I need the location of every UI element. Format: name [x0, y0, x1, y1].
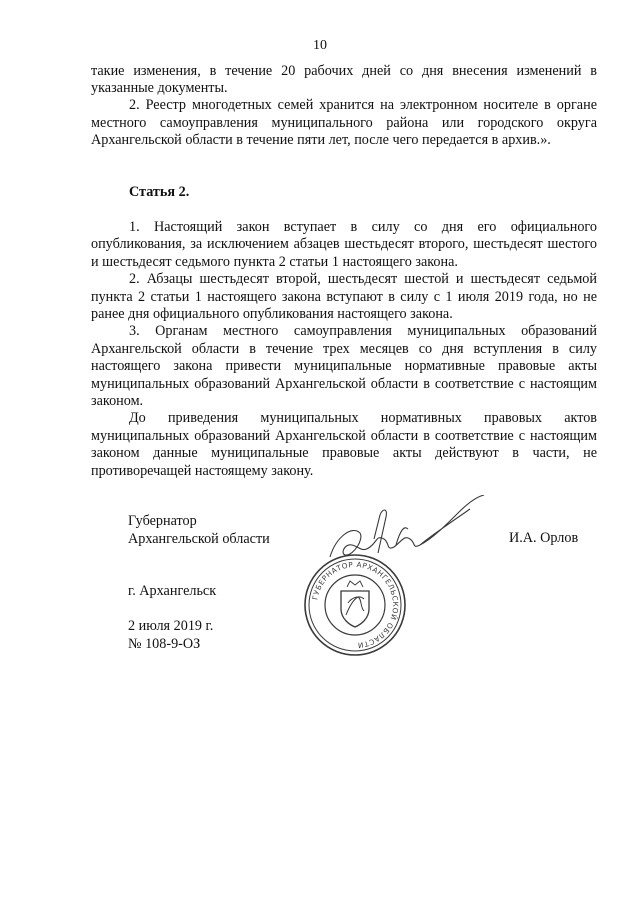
signatory-name: И.А. Орлов: [509, 530, 579, 546]
handwritten-signature: [330, 495, 484, 557]
signatory-title-line: Губернатор: [128, 513, 197, 529]
article-heading: Статья 2.: [129, 184, 190, 200]
seal-text: ГУБЕРНАТОР АРХАНГЕЛЬСКОЙ ОБЛАСТИ: [310, 559, 401, 650]
signing-date: 2 июля 2019 г.: [128, 618, 214, 634]
date-block: [128, 618, 213, 653]
paragraph: 2. Реестр многодетных семей хранится на электронном носителе в органе местного самоуправления муниципального района или городского округа Архангельской области в течение пяти лет, после чего передается в архив.».: [91, 97, 597, 148]
intro-text: [91, 63, 597, 149]
page-number: 10: [313, 38, 327, 53]
city: г. Архангельск: [128, 583, 217, 599]
paragraph: До приведения муниципальных нормативных правовых актов муниципальных образований Архангельской области в соответствие с настоящим законом данные муниципальные правовые акты действуют в части, не противоречащей настоящему закону.: [91, 410, 597, 479]
official-seal-and-signature: [300, 495, 500, 665]
article-text: [91, 219, 597, 480]
paragraph: 2. Абзацы шестьдесят второй, шестьдесят шестой и шестьдесят седьмой пункта 2 статьи 1 настоящего закона вступают в силу с 1 июля 2019 года, но не ранее дня официального опубликования настоящего закона.: [91, 271, 597, 323]
svg-text:ГУБЕРНАТОР АРХАНГЕЛЬСКОЙ ОБЛАС: [310, 560, 400, 650]
signatory-title-line: Архангельской области: [128, 530, 270, 547]
paragraph: 3. Органам местного самоуправления муниципальных образований Архангельской области в течение трех месяцев со дня вступления в силу настоящего закона привести муниципальные нормативные правовые акты муниципальных образований Архангельской области в соответствие с настоящим законом.: [91, 323, 597, 410]
law-number: № 108-9-ОЗ: [128, 635, 201, 652]
paragraph: такие изменения, в течение 20 рабочих дней со дня внесения изменений в указанные документы.: [91, 63, 597, 97]
signatory-title: [128, 513, 270, 548]
paragraph: 1. Настоящий закон вступает в силу со дня его официального опубликования, за исключением абзацев шестьдесят второго, шестьдесят шестого и шестьдесят седьмого пункта 2 статьи 1 настоящего закона.: [91, 219, 597, 270]
